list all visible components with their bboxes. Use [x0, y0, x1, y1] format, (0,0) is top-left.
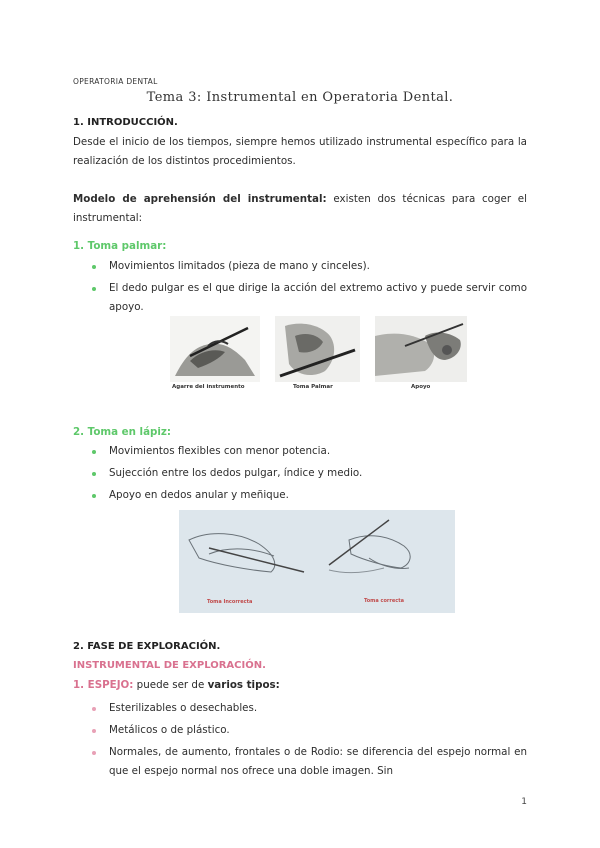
intro-text: Desde el inicio de los tiempos, siempre hemos utilizado instrumental específico para la realización de los distintos procedimientos.	[73, 136, 527, 167]
pencil-grip-illustration	[179, 510, 455, 613]
caption-incorrecta: Toma Incorrecta	[207, 599, 253, 605]
palmar-heading: 1. Toma palmar:	[73, 240, 167, 252]
list-item: Metálicos o de plástico.	[90, 721, 527, 740]
list-item: El dedo pulgar es el que dirige la acción del extremo activo y puede servir como apoyo.	[90, 279, 527, 317]
espejo-line	[73, 679, 280, 691]
model-bold: Modelo de aprehensión del instrumental:	[73, 193, 327, 205]
palm-grip-illustration	[275, 316, 360, 382]
page-number: 1	[521, 797, 527, 807]
list-item: Apoyo en dedos anular y meñique.	[90, 486, 527, 505]
caption-agarre: Agarre del instrumento	[172, 384, 245, 390]
page-title: Tema 3: Instrumental en Operatoria Dental.	[146, 90, 454, 105]
rest-support-illustration	[375, 316, 467, 382]
document-header: OPERATORIA DENTAL	[73, 77, 158, 86]
model-paragraph	[73, 190, 527, 228]
figure-toma-lapiz	[179, 510, 455, 613]
caption-apoyo: Apoyo	[411, 384, 431, 390]
list-item: Movimientos limitados (pieza de mano y cinceles).	[90, 257, 527, 276]
figure-apoyo	[375, 316, 467, 382]
list-item: Normales, de aumento, frontales o de Rodio: se diferencia del espejo normal en que el espejo normal nos ofrece una doble imagen. Sin	[90, 743, 527, 781]
figure-agarre	[170, 316, 260, 382]
espejo-bold: varios tipos:	[207, 679, 280, 691]
palmar-list	[90, 257, 527, 320]
list-item: Sujección entre los dedos pulgar, índice y medio.	[90, 464, 527, 483]
espejo-list	[90, 699, 527, 784]
hand-grip-illustration	[170, 316, 260, 382]
figure-toma-palmar	[275, 316, 360, 382]
exploracion-heading: 2. FASE DE EXPLORACIÓN.	[73, 641, 221, 652]
intro-heading: 1. INTRODUCCIÓN.	[73, 117, 178, 128]
lapiz-list	[90, 442, 527, 508]
lapiz-heading: 2. Toma en lápiz:	[73, 426, 172, 438]
list-item: Esterilizables o desechables.	[90, 699, 527, 718]
espejo-label: 1. ESPEJO:	[73, 679, 134, 691]
espejo-text: puede ser de	[133, 679, 208, 691]
caption-correcta: Toma correcta	[364, 598, 404, 604]
list-item: Movimientos flexibles con menor potencia.	[90, 442, 527, 461]
caption-toma-palmar: Toma Palmar	[293, 384, 333, 390]
model-rest: existen dos técnicas para coger el instrumental:	[73, 193, 528, 224]
instrumental-subheading: INSTRUMENTAL DE EXPLORACIÓN.	[73, 660, 266, 671]
